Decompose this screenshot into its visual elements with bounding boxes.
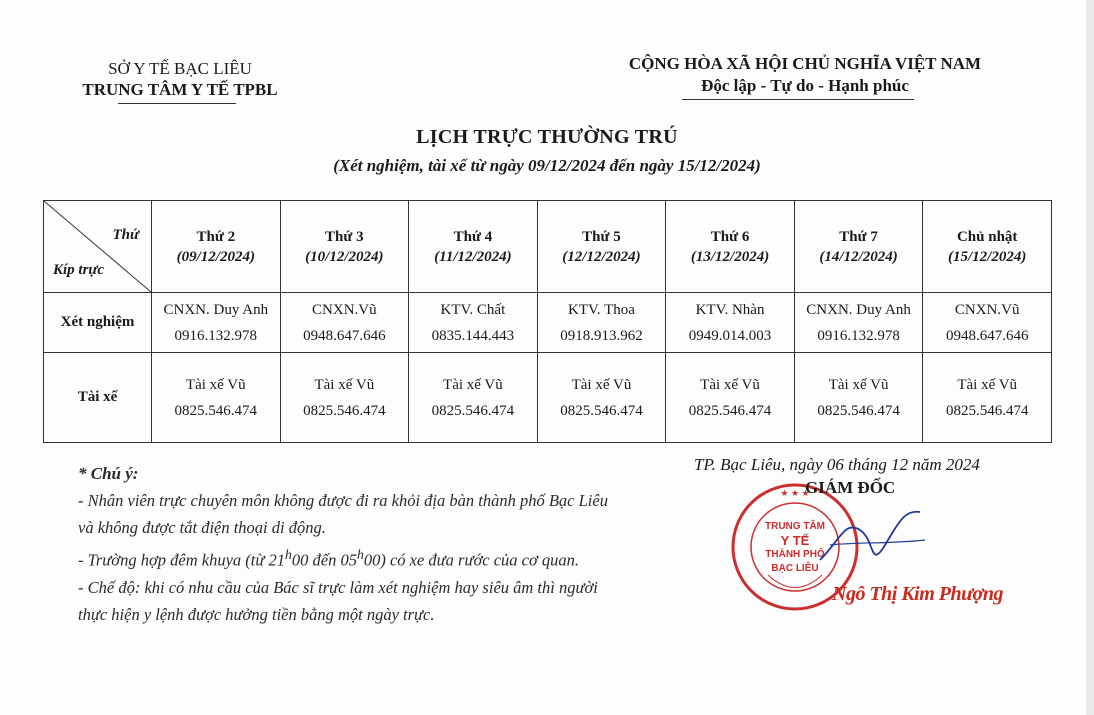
date-label: (14/12/2024) [819, 248, 898, 265]
note-line: - Nhân viên trực chuyên môn không được đi ra khỏi địa bàn thành phố Bạc Liêu [78, 491, 608, 510]
staff-phone: 0918.913.962 [560, 327, 643, 344]
table-cell [666, 293, 795, 353]
corner-top-label: Thứ [112, 227, 139, 243]
table-cell [794, 353, 923, 443]
note-line: - Chế độ: khi có nhu cầu của Bác sĩ trực làm xét nghiệm hay siêu âm thì người [78, 577, 598, 597]
column-header [280, 201, 409, 293]
table-row [44, 293, 1052, 353]
note-line: thực hiện y lệnh được hưởng tiền bằng một ngày trực. [78, 604, 435, 624]
staff-name: KTV. Thoa [567, 301, 635, 318]
signer-name: Ngô Thị Kim Phượng [832, 583, 1003, 605]
table-cell [152, 353, 281, 443]
notes-section [78, 460, 698, 628]
table-cell [280, 293, 409, 353]
org-underline [118, 103, 236, 104]
column-header [794, 201, 923, 293]
svg-text:★ ★ ★: ★ ★ ★ [780, 488, 810, 498]
nation-underline [682, 99, 914, 100]
staff-name: Tài xế Vũ [314, 376, 375, 393]
day-label: Thứ 7 [839, 228, 878, 245]
day-label: Thứ 5 [582, 228, 621, 245]
staff-phone: 0948.647.646 [945, 327, 1029, 344]
table-row [44, 353, 1052, 443]
staff-name: Tài xế Vũ [443, 376, 503, 393]
table-cell [409, 293, 538, 353]
column-header [923, 201, 1052, 293]
note-text: 00) có xe đưa rước của cơ quan. [363, 550, 580, 570]
org-line-2: TRUNG TÂM Y TẾ TPBL [82, 80, 278, 99]
staff-phone: 0825.546.474 [303, 402, 386, 419]
seal-line: TRUNG TÂM [765, 521, 825, 532]
corner-cell [44, 201, 152, 293]
table-header-row [44, 201, 1052, 293]
staff-phone: 0825.546.474 [560, 402, 643, 419]
table-cell [152, 293, 281, 353]
note-text: - Trường hợp đêm khuya (từ 21 [78, 550, 286, 570]
document-subtitle: (Xét nghiệm, tài xế từ ngày 09/12/2024 đến ngày 15/12/2024) [333, 156, 761, 175]
note-superscript: h [356, 547, 364, 562]
staff-phone: 0825.546.474 [688, 402, 772, 419]
staff-name: Tài xế Vũ [700, 376, 760, 393]
table-cell [280, 353, 409, 443]
staff-phone: 0825.546.474 [174, 402, 258, 419]
table-cell [537, 353, 666, 443]
row-label: Tài xế [44, 353, 152, 443]
document-title: LỊCH TRỰC THƯỜNG TRÚ [416, 126, 678, 148]
nation-line-2: Độc lập - Tự do - Hạnh phúc [701, 76, 909, 95]
seal-line: BẠC LIÊU [771, 563, 819, 574]
table-cell [794, 293, 923, 353]
seal-line: Y TẾ [780, 533, 810, 548]
staff-phone: 0948.647.646 [303, 327, 386, 344]
date-label: (12/12/2024) [562, 248, 641, 265]
date-label: (13/12/2024) [690, 248, 770, 265]
staff-name: CNXN. Duy Anh [806, 301, 911, 318]
note-superscript: h [285, 547, 292, 562]
staff-name: CNXN.Vũ [954, 301, 1020, 318]
staff-phone: 0835.144.443 [431, 327, 515, 344]
table-cell [537, 293, 666, 353]
page-edge [1086, 0, 1094, 715]
staff-name: Tài xế Vũ [957, 376, 1018, 393]
staff-phone: 0825.546.474 [431, 402, 515, 419]
notes-heading: * Chú ý: [78, 464, 139, 483]
corner-bottom-label: Kíp trực [53, 262, 105, 278]
day-label: Thứ 4 [453, 228, 493, 245]
column-header [152, 201, 281, 293]
column-header [666, 201, 795, 293]
date-label: (09/12/2024) [176, 248, 255, 265]
staff-name: CNXN. Duy Anh [163, 301, 269, 318]
org-header [60, 58, 300, 100]
staff-phone: 0949.014.003 [688, 327, 772, 344]
day-label: Chủ nhật [956, 228, 1018, 245]
staff-name: CNXN.Vũ [312, 301, 377, 318]
note-line [78, 541, 698, 574]
staff-phone: 0916.132.978 [817, 327, 900, 344]
staff-name: Tài xế Vũ [185, 376, 246, 393]
director-title: GIÁM ĐỐC [805, 478, 896, 497]
org-line-1: SỞ Y TẾ BẠC LIÊU [108, 59, 252, 78]
seal-line: THÀNH PHỐ [765, 549, 825, 560]
place-date: TP. Bạc Liêu, ngày 06 tháng 12 năm 2024 [694, 455, 980, 474]
staff-phone: 0916.132.978 [174, 327, 258, 344]
row-label: Xét nghiệm [44, 293, 152, 353]
day-label: Thứ 3 [325, 228, 364, 245]
staff-name: KTV. Chất [440, 301, 506, 318]
schedule-table [43, 200, 1052, 443]
date-label: (10/12/2024) [305, 248, 384, 265]
staff-phone: 0825.546.474 [945, 402, 1029, 419]
column-header [537, 201, 666, 293]
handwritten-signature-icon [810, 500, 930, 580]
note-line: và không được tắt điện thoại di động. [78, 518, 326, 537]
table-cell [923, 293, 1052, 353]
table-cell [409, 353, 538, 443]
table-cell [923, 353, 1052, 443]
table-cell [666, 353, 795, 443]
nation-header [600, 53, 1010, 97]
staff-phone: 0825.546.474 [817, 402, 900, 419]
staff-name: Tài xế Vũ [828, 376, 889, 393]
staff-name: Tài xế Vũ [571, 376, 632, 393]
column-header [409, 201, 538, 293]
date-label: (11/12/2024) [434, 248, 512, 265]
note-text: 00 đến 05 [291, 550, 357, 570]
day-label: Thứ 6 [710, 228, 750, 245]
day-label: Thứ 2 [196, 228, 236, 245]
staff-name: KTV. Nhàn [695, 301, 765, 318]
nation-line-1: CỘNG HÒA XÃ HỘI CHỦ NGHĨA VIỆT NAM [628, 54, 982, 73]
date-label: (15/12/2024) [948, 248, 1027, 265]
